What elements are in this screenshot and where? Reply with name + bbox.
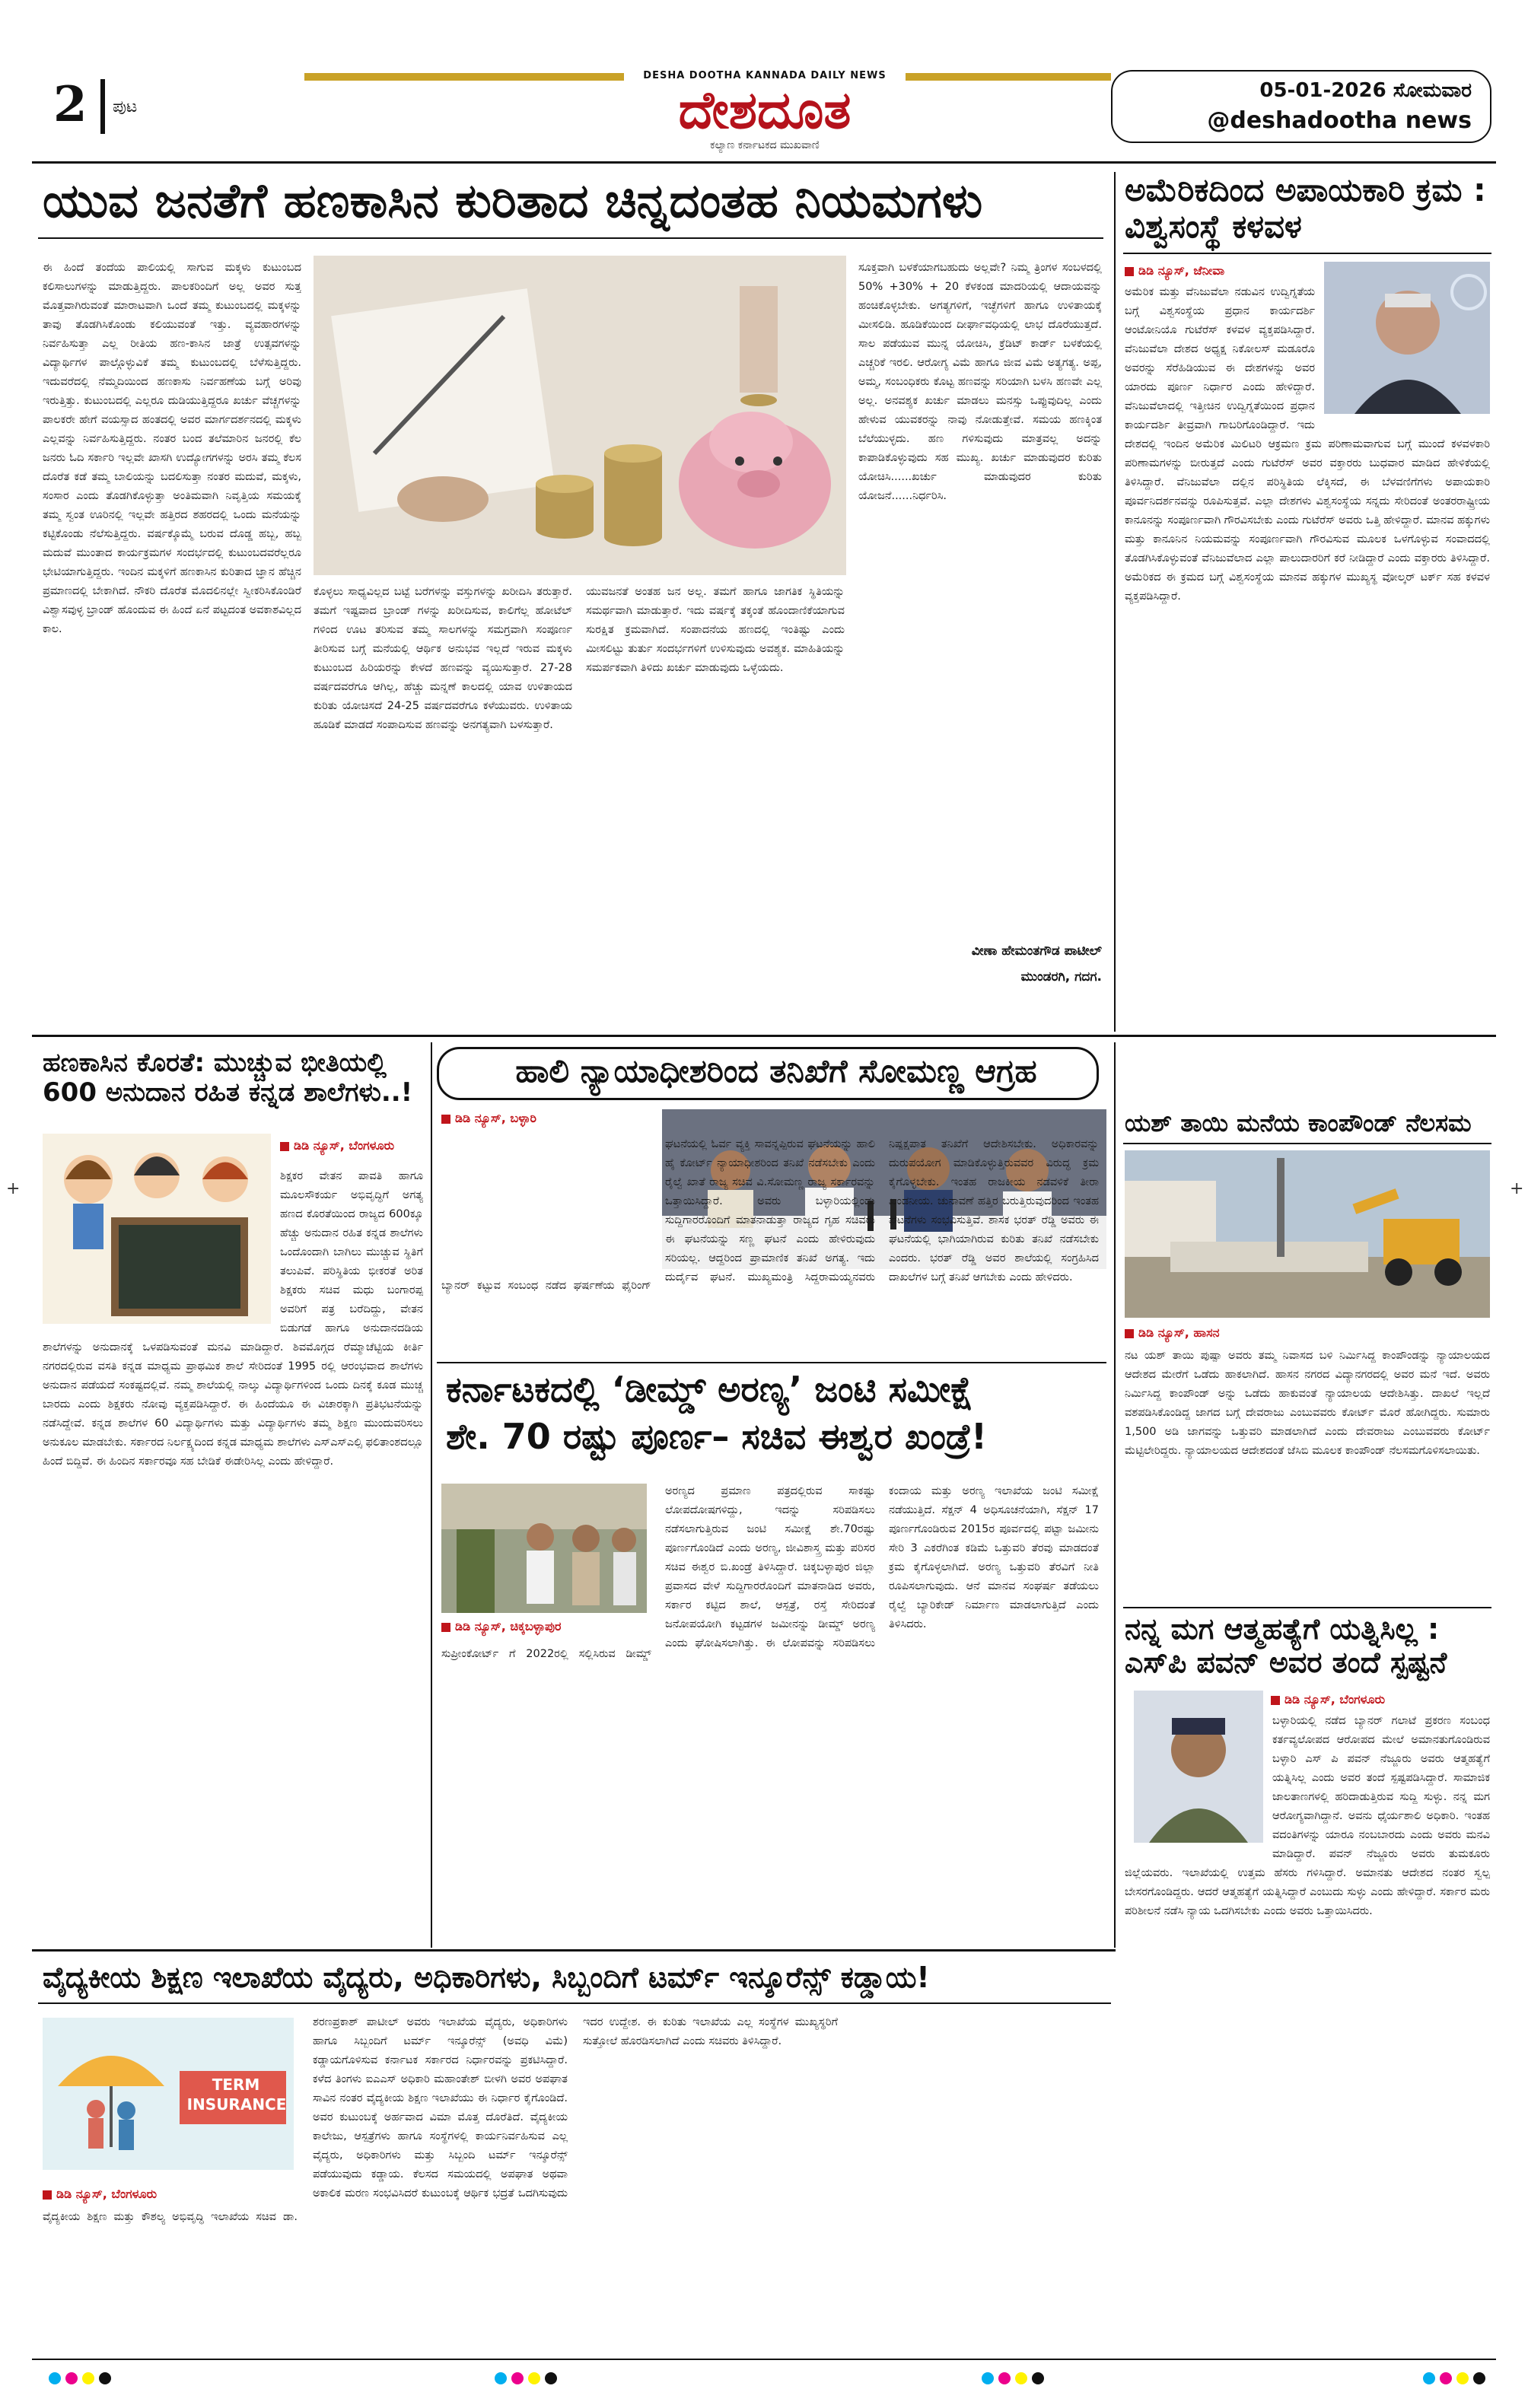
section-rule-2 [32,1949,1116,1952]
section-rule-judge [437,1362,1106,1363]
date-handle-box [1111,70,1491,143]
insurance-image-text-1: TERM [212,2076,260,2094]
cmyk-marks-centre-right [982,2372,1044,2384]
insurance-headline: ವೈದ್ಯಕೀಯ ಶಿಕ್ಷಣ ಇಲಾಖೆಯ ವೈದ್ಯರು, ಅಧಿಕಾರಿಗಳು, ಸಿಬ್ಬಂದಿಗೆ ಟರ್ಮ್ ಇನ್ಶೂರೆನ್ಸ್ ಕಡ್ಡಾಯ! [43,1961,930,1994]
yash-body: ನಟ ಯಶ್ ತಾಯಿ ಪುಷ್ಪಾ ಅವರು ತಮ್ಮ ನಿವಾಸದ ಬಳಿ ನಿರ್ಮಿಸಿದ್ದ ಕಾಂಪೌಂಡನ್ನು ನ್ಯಾಯಾಲಯದ ಆದೇಶದ ಮೇರೆಗೆ ಒಡೆದು ಹಾಕಲಾಗಿದೆ. ಹಾಸನ ನಗರದ ವಿದ್ಯಾನಗರದಲ್ಲಿ ಅವರ ಮನೆ ಇದೆ. ಅವರು ನಿರ್ಮಿಸಿದ್ದ ಕಾಂಪೌಂಡ್ ಅನ್ನು ಒಡೆದು ಹಾಕುವಂತೆ ನ್ಯಾಯಾಲಯ ಆದೇಶಿಸಿತ್ತು. ದಾಖಲೆ ಇಲ್ಲದೆ ವಶಪಡಿಸಿಕೊಂಡಿದ್ದ ಜಾಗದ ಬಗ್ಗೆ ದೇವರಾಜು ಎಂಬುವವರು ಕೋರ್ಟ್ ಮೊರೆ ಹೋಗಿದ್ದರು. ಸುಮಾರು 1,500 ಅಡಿ ಜಾಗವನ್ನು ಒತ್ತುವರಿ ಮಾಡಲಾಗಿದೆ ಎಂದು ದೇವರಾಜು ಎಂಬುವವರು ಕೋರ್ಟ್ ಮೆಟ್ಟಿಲೇರಿದ್ದರು. ನ್ಯಾಯಾಲಯದ ಆದೇಶದಂತೆ ಜೆಸಿಬಿ ಮೂಲಕ ಕಾಂಪೌಂಡ್ ನೆಲಸಮಗೊಳಿಸಲಾಯಿತು. [1125,1350,1490,1457]
yash-headline-rule [1123,1143,1491,1144]
masthead-rule [32,161,1496,164]
masthead-gold-bar-left [304,73,624,81]
black-dot-icon [1032,2372,1044,2384]
lead-headline: ಯುವ ಜನತೆಗೆ ಹಣಕಾಸಿನ ಕುರಿತಾದ ಚಿನ್ನದಂತಹ ನಿಯಮಗಳು [43,173,983,228]
un-byline: ಡಿಡಿ ನ್ಯೂಸ್, ಜೆನೀವಾ [1125,263,1315,278]
masthead-gold-bar-right [906,73,1111,81]
newspaper-logo [632,67,898,158]
yash-headline: ಯಶ್ ತಾಯಿ ಮನೆಯ ಕಾಂಪೌಂಡ್ ನೆಲಸಮ [1125,1109,1472,1137]
yash-demolition-photo [1125,1150,1490,1318]
schools-body [43,1167,423,1936]
yellow-dot-icon [1456,2372,1469,2384]
column-separator-left [431,1042,432,1948]
paper-name-english: DESHA DOOTHA KANNADA DAILY NEWS [643,70,887,81]
lead-author-name: ವೀಣಾ ಹೇಮಂತಗೌಡ ಪಾಟೀಲ್ [971,943,1102,959]
schools-byline: ಡಿಡಿ ನ್ಯೂಸ್, ಬೆಂಗಳೂರು [280,1138,432,1153]
magenta-dot-icon [1440,2372,1452,2384]
lead-column-1: ಈ ಹಿಂದೆ ತಂದೆಯ ಪಾಲಿಯಲ್ಲಿ ಸಾಗುವ ಮಕ್ಕಳು ಕುಟುಂಬದ ಕಲಿಸಾಲುಗಳನ್ನು ಮಾಡುತ್ತಿದ್ದರು. ಪಾಲಕರಿಂದಿಗೆ ಅಲ್ಲ ಅವರ ಸುತ್ತ ಮೊತ್ತವಾಗಿರುವಂತೆ ಮಾರಾಟವಾಗಿ ಒಂದೆ ತಮ್ಮ ಕುಟುಂಬದಲ್ಲಿ ಮಕ್ಕಳನ್ನು ತಾವು ತೊಡಗಿಸಿಕೊಂಡು ಕಲಿಯುವಂತೆ ಇತ್ತು. ವ್ಯವಹಾರಗಳನ್ನು ನಿರ್ವಹಿಸುತ್ತಾ ಎಲ್ಲ ರೀತಿಯ ಹಣ-ಕಾಸಿನ ಜಾತ್ರೆ ಉತ್ಸವಗಳನ್ನು ವಿದ್ಯಾರ್ಥಿಗಳ ಪಾಲ್ಗೊಳ್ಳುವಿಕೆ ತಮ್ಮ ಕುಟುಂಬದಲ್ಲಿ ಬೆಳೆಸುತ್ತಿದ್ದರು. ಇದುವರೆದಲ್ಲಿ ನೆಮ್ಮದಿಯಿಂದ ಹಣಕಾಸು ನಿರ್ವಹಣೆಯ ಬಗ್ಗೆ ಅರಿವು ಇರುತ್ತಿತ್ತು. ಕುಟುಂಬದಲ್ಲಿ ಎಲ್ಲರೂ ದುಡಿಯುತ್ತಿದ್ದರೂ ಖರ್ಚು ವೆಚ್ಚಗಳನ್ನು ಪಾಲಕರೇ ಹೇಗೆ ವಯಸ್ಸಾದ ಹಂತದಲ್ಲಿ ಅವರ ಮಾರ್ಗದರ್ಶನದಲ್ಲಿ ಮಕ್ಕಳು ಎಲ್ಲವನ್ನು ನಿರ್ವಹಿಸುತ್ತಿದ್ದರು. ನಂತರ ಬಂದ ತಲೆಮಾರಿನ ಜನರಲ್ಲಿ ಕೆಲ ಜನರು ಓದಿ ಸರ್ಕಾರಿ ಇಲ್ಲವೇ ಖಾಸಗಿ ಉದ್ಯೋಗಗಳನ್ನು ಅರಸಿ ತಮ್ಮ ಕೆಲಸ ದೊರೆತ ಕಡೆ ತಮ್ಮ ಬಾಲಿಯನ್ನು ಬದಲಿಸುತ್ತಾ ನಂತರ ಮದುವೆ, ಮಕ್ಕಳು, ಸಂಸಾರ ಎಂದು ತೊಡಗಿಕೊಳ್ಳುತ್ತಾ ಅಂತಿಮವಾಗಿ ನಿವೃತ್ತಿಯ ಸಮಯಕ್ಕೆ ತಮ್ಮ ಸ್ವಂತ ಊರಿನಲ್ಲಿ ಇಲ್ಲವೇ ಹತ್ತಿರದ ಶಹರದಲ್ಲಿ ಒಂದು ಮನೆಯನ್ನು ಕಟ್ಟಿಕೊಂಡು ನೆಲೆಸುತ್ತಿದ್ದರು. ವರ್ಷಕ್ಕೊಮ್ಮೆ ಬರುವ ದೊಡ್ಡ ಹಬ್ಬ, ಹಬ್ಬ ಮದುವೆ ಮುಂತಾದ ಕಾರ್ಯಕ್ರಮಗಳ ಸಂದರ್ಭದಲ್ಲಿ ಕುಟುಂಬದವರೆಲ್ಲರೂ ಭೇಟಿಯಾಗುತ್ತಿದ್ದರು. ಇಂದಿನ ಮಕ್ಕಳಿಗೆ ಹಣಕಾಸಿನ ಕುರಿತಾದ ಜ್ಞಾನ ಹೆಚ್ಚಿನ ಪ್ರಮಾಣದಲ್ಲಿ ಬೇಕಾಗಿದೆ. ನೌಕರಿ ದೊರೆತ ಮೊದಲಿನಲ್ಲೇ ಸ್ವೀಕರಿಸಿಕೊಂಡಿರೆ ವಿಶ್ವಾಸವುಳ್ಳ ಬ್ರಾಂಡ್ ಹೊಂದುವ ಈ ಹಿಂದೆ ಏನೆ ಪಟ್ಟದಂತ ಅವಕಾಶವಿಲ್ಲದ ಕಾಲ. [43,262,301,635]
forest-body [441,1482,1099,1943]
section-rule-yash [1123,1607,1491,1608]
registration-mark-left-icon: + [6,1179,21,1198]
insurance-byline: ಡಿಡಿ ನ್ಯೂಸ್, ಬೆಂಗಳೂರು [43,2187,294,2202]
lead-column-3: ಯುವಜನತೆ ಅಂತಹ ಜನ ಅಲ್ಲ. ತಮಗೆ ಹಾಗೂ ಜಾಗತಿಕ ಸ್ಥಿತಿಯನ್ನು ಸಮರ್ಥವಾಗಿ ಮಾಡುತ್ತಾರೆ. ಇದು ವರ್ಷಕ್ಕೆ ತಕ್ಕಂತೆ ಹೊಂದಾಣಿಕೆಯಾಗುವ ಸುರಕ್ಷಿತ ಕ್ರಮವಾಗಿದೆ. ಸಂಪಾದನೆಯ ಹಣದಲ್ಲಿ ಇಂತಿಷ್ಟು ಎಂದು ಮೀಸಲಿಟ್ಟು ತುರ್ತು ಸಂದರ್ಭಗಳಿಗೆ ಉಳಿಸುವುದು ಅವಶ್ಯಕ. ಮಾಹಿತಿಯನ್ನು ಸಮರ್ಪಕವಾಗಿ ತಿಳಿದು ಖರ್ಚು ಮಾಡುವುದು ಒಳ್ಳೆಯದು. [586,586,845,674]
suicide-body-text: ಬಳ್ಳಾರಿಯಲ್ಲಿ ನಡೆದ ಬ್ಯಾನರ್ ಗಲಾಟೆ ಪ್ರಕರಣ ಸಂಬಂಧ ಕರ್ತವ್ಯಲೋಪದ ಆರೋಪದ ಮೇಲೆ ಅಮಾನತುಗೊಂಡಿರುವ ಬಳ್ಳಾರಿ ಎಸ್ ಪಿ ಪವನ್ ನೆಜ್ಜೂರು ಅವರು ಆತ್ಮಹತ್ಯೆಗೆ ಯತ್ನಿಸಿಲ್ಲ ಎಂದು ಅವರ ತಂದೆ ಸ್ಪಷ್ಟಪಡಿಸಿದ್ದಾರೆ. ಸಾಮಾಜಿಕ ಜಾಲತಾಣಗಳಲ್ಲಿ ಹರಿದಾಡುತ್ತಿರುವ ಸುದ್ದಿ ಸುಳ್ಳು. ನನ್ನ ಮಗ ಆರೋಗ್ಯವಾಗಿದ್ದಾನೆ. ಅವನು ಧೈರ್ಯಶಾಲಿ ಅಧಿಕಾರಿ. ಇಂತಹ ವದಂತಿಗಳನ್ನು ಯಾರೂ ನಂಬಬಾರದು ಎಂದು ಅವರು ಮನವಿ ಮಾಡಿದ್ದಾರೆ. ಪವನ್ ನೆಜ್ಜೂರು ಅವರು ತುಮಕೂರು ಜಿಲ್ಲೆಯವರು. ಇಲಾಖೆಯಲ್ಲಿ ಉತ್ತಮ ಹೆಸರು ಗಳಿಸಿದ್ದಾರೆ. ಅಮಾನತು ಆದೇಶದ ನಂತರ ಸ್ವಲ್ಪ ಬೇಸರಗೊಂಡಿದ್ದರು. ಆದರೆ ಆತ್ಮಹತ್ಯೆಗೆ ಯತ್ನಿಸಿದ್ದಾರೆ ಎಂಬುದು ಸುಳ್ಳು ಎಂದು ಹೇಳಿದ್ದಾರೆ. ಸರ್ಕಾರ ಮರು ಪರಿಶೀಲನೆ ನಡೆಸಿ ನ್ಯಾಯ ಒದಗಿಸಬೇಕು ಎಂದು ಅವರು ಒತ್ತಾಯಿಸಿದರು. [1125,1715,1490,1917]
forest-byline: ಡಿಡಿ ನ್ಯೂಸ್, ಚಿಕ್ಕಬಳ್ಳಾಪುರ [441,1619,647,1634]
schools-body-text: ಶಿಕ್ಷಕರ ವೇತನ ಪಾವತಿ ಹಾಗೂ ಮೂಲಸೌಕರ್ಯ ಅಭಿವೃದ್ಧಿಗೆ ಅಗತ್ಯ ಹಣದ ಕೊರತೆಯಿಂದ ರಾಜ್ಯದ 600ಕ್ಕೂ ಹೆಚ್ಚು ಅನುದಾನ ರಹಿತ ಕನ್ನಡ ಶಾಲೆಗಳು ಒಂದೊಂದಾಗಿ ಬಾಗಿಲು ಮುಚ್ಚುವ ಸ್ಥಿತಿಗೆ ತಲುಪಿವೆ. ಪರಿಸ್ಥಿತಿಯ ಭೀಕರತೆ ಅರಿತ ಶಿಕ್ಷಕರು ಸಚಿವ ಮಧು ಬಂಗಾರಪ್ಪ ಅವರಿಗೆ ಪತ್ರ ಬರೆದಿದ್ದು, ವೇತನ ಬಿಡುಗಡೆ ಹಾಗೂ ಅನುದಾನದಡಿಯ ಶಾಲೆಗಳನ್ನು ಅನುದಾನಕ್ಕೆ ಒಳಪಡಿಸುವಂತೆ ಮನವಿ ಮಾಡಿದ್ದಾರೆ. ಶಿವಮೊಗ್ಗದ ರೆಮ್ಮಾಚೆಟ್ಟಿಯ ಕೀರ್ತಿ ನಗರದಲ್ಲಿರುವ ವಸತಿ ಕನ್ನಡ ಮಾಧ್ಯಮ ಪ್ರಾಥಮಿಕ ಶಾಲೆ ಸೇರಿದಂತೆ 1995 ರಲ್ಲಿ ಆರಂಭವಾದ ಶಾಲೆಗಳು ಅನುದಾನ ಪಡೆಯದೆ ಸಂಕಷ್ಟದಲ್ಲಿವೆ. ನಮ್ಮ ಶಾಲೆಯಲ್ಲಿ ನಾಲ್ಕು ವಿದ್ಯಾರ್ಥಿಗಳಿಂದ ಒಂದು ದಿನಕ್ಕೆ ಕೂಡ ಮುಚ್ಚ ಬಾರದು ಎಂದು ಶಿಕ್ಷಕರು ನೋವು ವ್ಯಕ್ತಪಡಿಸಿದ್ದಾರೆ. ಈ ಹಿಂದೆಯೂ ಈ ವಿಚಾರಕ್ಕಾಗಿ ಪ್ರತಿಭಟನೆಯನ್ನು ನಡೆಸಿದ್ದೇವೆ. ಕನ್ನಡ ಶಾಲೆಗಳ 60 ವಿದ್ಯಾರ್ಥಿಗಳು ಮತ್ತು ವಿದ್ಯಾರ್ಥಿಗಳು ತಮ್ಮ ಶಿಕ್ಷಣ ಮುಂದುವರಿಸಲು ಅನುಕೂಲ ಮಾಡಬೇಕು. ಸರ್ಕಾರದ ನಿರ್ಲಕ್ಷ್ಯದಿಂದ ಕನ್ನಡ ಮಾಧ್ಯಮ ಶಾಲೆಗಳು ಎಸ್ಎಸ್ಎಲ್ಸಿ ಫಲಿತಾಂಶದಲ್ಲೂ ಹಿಂದೆ ಬಿದ್ದಿವೆ. ಈ ಹಿಂದಿನ ಸರ್ಕಾರವೂ ಸಹ ಬೇಡಿಕೆ ಈಡೇರಿಸಿಲ್ಲ ಎಂದು ಹೇಳಿದ್ದಾರೆ. [43,1170,423,1468]
black-dot-icon [1473,2372,1485,2384]
forest-headline-line2: ಶೇ. 70 ರಷ್ಟು ಪೂರ್ಣ– ಸಚಿವ ಈಶ್ವರ ಖಂಡ್ರೆ! [446,1416,987,1457]
suicide-photo-float-spacer [1125,1712,1272,1849]
judge-byline: ಡಿಡಿ ನ್ಯೂಸ್, ಬಳ್ಳಾರಿ [441,1111,654,1126]
cyan-dot-icon [49,2372,61,2384]
yellow-dot-icon [528,2372,540,2384]
insurance-photo-float-spacer [43,2013,301,2208]
column-separator-right-lower [1114,1042,1116,1948]
page-number: 2 [53,76,88,133]
un-photo-float-spacer [1315,283,1490,428]
yellow-dot-icon [1015,2372,1027,2384]
forest-headline-line1: ಕರ್ನಾಟಕದಲ್ಲಿ ‘ಡೀಮ್ಡ್ ಅರಣ್ಯ’ ಜಂಟಿ ಸಮೀಕ್ಷೆ [446,1369,973,1410]
footer-rule [32,2359,1496,2360]
insurance-body-text: ವೈದ್ಯಕೀಯ ಶಿಕ್ಷಣ ಮತ್ತು ಕೌಶಲ್ಯ ಅಭಿವೃದ್ಧಿ ಇಲಾಖೆಯ ಸಚಿವ ಡಾ. ಶರಣಪ್ರಕಾಶ್ ಪಾಟೀಲ್ ಅವರು ಇಲಾಖೆಯ ವೈದ್ಯರು, ಅಧಿಕಾರಿಗಳು ಹಾಗೂ ಸಿಬ್ಬಂದಿಗೆ ಟರ್ಮ್ ಇನ್ಶೂರೆನ್ಸ್ (ಅವಧಿ ವಿಮೆ) ಕಡ್ಡಾಯಗೊಳಿಸುವ ಕರ್ನಾಟಕ ಸರ್ಕಾರದ ನಿರ್ಧಾರವನ್ನು ಪ್ರಕಟಿಸಿದ್ದಾರೆ. ಕಳೆದ ತಿಂಗಳು ಐಎಎಸ್ ಅಧಿಕಾರಿ ಮಹಾಂತೇಶ್ ಬೀಳಗಿ ಅವರ ಅಪಘಾತ ಸಾವಿನ ನಂತರ ವೈದ್ಯಕೀಯ ಶಿಕ್ಷಣ ಇಲಾಖೆಯು ಈ ನಿರ್ಧಾರ ಕೈಗೊಂಡಿದೆ. ಅವರ ಕುಟುಂಬಕ್ಕೆ ಅರ್ಹವಾದ ವಿಮಾ ಮೊತ್ತ ದೊರೆತಿದೆ. ವೈದ್ಯಕೀಯ ಕಾಲೇಜು, ಆಸ್ಪತ್ರೆಗಳು ಹಾಗೂ ಸಂಸ್ಥೆಗಳಲ್ಲಿ ಕಾರ್ಯನಿರ್ವಹಿಸುವ ಎಲ್ಲ ವೈದ್ಯರು, ಅಧಿಕಾರಿಗಳು ಮತ್ತು ಸಿಬ್ಬಂದಿ ಟರ್ಮ್ ಇನ್ಶೂರೆನ್ಸ್ ಪಡೆಯುವುದು ಕಡ್ಡಾಯ. ಕೆಲಸದ ಸಮಯದಲ್ಲಿ ಅಪಘಾತ ಅಥವಾ ಅಕಾಲಿಕ ಮರಣ ಸಂಭವಿಸಿದರೆ ಕುಟುಂಬಕ್ಕೆ ಆರ್ಥಿಕ ಭದ್ರತೆ ಒದಗಿಸುವುದು ಇದರ ಉದ್ದೇಶ. ಈ ಕುರಿತು ಇಲಾಖೆಯ ಎಲ್ಲ ಸಂಸ್ಥೆಗಳ ಮುಖ್ಯಸ್ಥರಿಗೆ ಸುತ್ತೋಲೆ ಹೊರಡಿಸಲಾಗಿದೆ ಎಂದು ಸಚಿವರು ತಿಳಿಸಿದ್ದಾರೆ. [43,2016,838,2223]
cmyk-marks-right [1423,2372,1485,2384]
forest-body-text: ಸುಪ್ರೀಂಕೋರ್ಟ್ ಗೆ 2022ರಲ್ಲಿ ಸಲ್ಲಿಸಿರುವ ಡೀಮ್ಡ್ ಅರಣ್ಯದ ಪ್ರಮಾಣ ಪತ್ರದಲ್ಲಿರುವ ಸಾಕಷ್ಟು ಲೋಪದೋಷಗಳಿದ್ದು, ಇದನ್ನು ಸರಿಪಡಿಸಲು ನಡೆಸಲಾಗುತ್ತಿರುವ ಜಂಟಿ ಸಮೀಕ್ಷೆ ಶೇ.70ರಷ್ಟು ಪೂರ್ಣಗೊಂಡಿದೆ ಎಂದು ಅರಣ್ಯ, ಜೀವಿಶಾಸ್ತ್ರ ಮತ್ತು ಪರಿಸರ ಸಚಿವ ಈಶ್ವರ ಬಿ.ಖಂಡ್ರೆ ತಿಳಿಸಿದ್ದಾರೆ. ಚಿಕ್ಕಬಳ್ಳಾಪುರ ಜಿಲ್ಲಾ ಪ್ರವಾಸದ ವೇಳೆ ಸುದ್ದಿಗಾರರೊಂದಿಗೆ ಮಾತನಾಡಿದ ಅವರು, ಸರ್ಕಾರ ಕಟ್ಟಿದ ಶಾಲೆ, ಆಸ್ಪತ್ರೆ, ರಸ್ತೆ ಸೇರಿದಂತೆ ಜನೋಪಯೋಗಿ ಕಟ್ಟಡಗಳ ಜಮೀನನ್ನು ಡೀಮ್ಡ್ ಅರಣ್ಯ ಎಂದು ಘೋಷಿಸಲಾಗಿತ್ತು. ಈ ಲೋಪವನ್ನು ಸರಿಪಡಿಸಲು ಕಂದಾಯ ಮತ್ತು ಅರಣ್ಯ ಇಲಾಖೆಯ ಜಂಟಿ ಸಮೀಕ್ಷೆ ನಡೆಯುತ್ತಿದೆ. ಸೆಕ್ಷನ್ 4 ಅಧಿಸೂಚನೆಯಾಗಿ, ಸೆಕ್ಷನ್ 17 ಪೂರ್ಣಗೊಂಡಿರುವ 2015ರ ಪೂರ್ವದಲ್ಲಿ ಪಟ್ಟಾ ಜಮೀನು ಸೇರಿ 3 ಎಕರೆಗಿಂತ ಕಡಿಮೆ ಒತ್ತುವರಿ ತೆರವು ಮಾಡದಂತೆ ಕ್ರಮ ಕೈಗೊಳ್ಳಲಾಗಿದೆ. ಅರಣ್ಯ ಒತ್ತುವರಿ ತೆರವಿಗೆ ನೀತಿ ರೂಪಿಸಲಾಗುವುದು. ಆನೆ ಮಾನವ ಸಂಘರ್ಷ ತಡೆಯಲು ರೈಲ್ವೆ ಬ್ಯಾರಿಕೇಡ್ ನಿರ್ಮಾಣ ಮಾಡಲಾಗುತ್ತಿದೆ ಎಂದು ತಿಳಿಸಿದರು. [441,1485,1099,1660]
un-body-text: ಅಮೆರಿಕ ಮತ್ತು ವೆನಿಜುವೆಲಾ ನಡುವಿನ ಉದ್ವಿಗ್ನತೆಯ ಬಗ್ಗೆ ವಿಶ್ವಸಂಸ್ಥೆಯ ಪ್ರಧಾನ ಕಾರ್ಯದರ್ಶಿ ಆಂಟೋನಿಯೊ ಗುಟೆರೆಸ್ ಕಳವಳ ವ್ಯಕ್ತಪಡಿಸಿದ್ದಾರೆ. ವೆನಿಜುವೆಲಾ ದೇಶದ ಅಧ್ಯಕ್ಷ ನಿಕೋಲಸ್ ಮಡೂರೊ ಅವರನ್ನು ಸೆರೆಹಿಡಿಯುವ ಈ ದೇಶಗಳನ್ನು ಅವರ ಯಾರದು ಪೂರ್ಣ ನಿರ್ಧಾರ ಎಂದು ಹೇಳಿದ್ದಾರೆ. ವೆನಿಜುವೆಲಾದಲ್ಲಿ ಇತ್ತೀಚಿನ ಉದ್ವಿಗ್ನತೆಯಿಂದ ಪ್ರಧಾನ ಕಾರ್ಯದರ್ಶಿ ತೀವ್ರವಾಗಿ ಗಾಬರಿಗೊಂಡಿದ್ದಾರೆ. ಇದು ದೇಶದಲ್ಲಿ ಇಂದಿನ ಅಮೆರಿಕ ಮಿಲಿಟರಿ ಆಕ್ರಮಣ ಕ್ರಮ ಪರಿಣಾಮವಾಗುವ ಬಗ್ಗೆ ಮುಂದೆ ಕಳವಳಕಾರಿ ಪರಿಣಾಮಗಳನ್ನು ಬೀರುತ್ತದೆ ಎಂದು ಗುಟೆರೆಸ್ ಅವರ ವಕ್ತಾರರು ಬುಧವಾರ ಮಾಡಿದ ಹೇಳಿಕೆಯಲ್ಲಿ ತಿಳಿಸಿದ್ದಾರೆ. ವೆನಿಜುವೆಲಾ ದಲ್ಲಿನ ಪರಿಸ್ಥಿತಿಯ ಲೆಕ್ಕಿಸದೆ, ಈ ಬೆಳವಣಿಗೆಗಳು ಅಪಾಯಕಾರಿ ಪೂರ್ವನಿದರ್ಶನವನ್ನು ರೂಪಿಸುತ್ತವೆ. ಎಲ್ಲಾ ದೇಶಗಳು ವಿಶ್ವಸಂಸ್ಥೆಯ ಸನ್ನದು ಸೇರಿದಂತೆ ಅಂತರರಾಷ್ಟ್ರೀಯ ಕಾನೂನನ್ನು ಸಂಪೂರ್ಣವಾಗಿ ಗೌರವಿಸಬೇಕು ಎಂದು ಗುಟೆರೆಸ್ ಅವರು ಒತ್ತಿ ಹೇಳಿದ್ದಾರೆ. ಮಾನವ ಹಕ್ಕುಗಳು ಮತ್ತು ಕಾನೂನಿನ ನಿಯಮವನ್ನು ಸಂಪೂರ್ಣವಾಗಿ ಗೌರವಿಸುವ ಮೂಲಕ ಒಳಗೊಳ್ಳುವ ಸಂವಾದದಲ್ಲಿ ತೊಡಗಿಸಿಕೊಳ್ಳುವಂತೆ ವೆನಿಜುವೆಲಾದ ಎಲ್ಲಾ ಪಾಲುದಾರರಿಗೆ ಕರೆ ನೀಡಿದ್ದಾರೆ ಎಂದು ವಕ್ತಾರರು ತಿಳಿಸಿದ್ದಾರೆ. ಅಮೆರಿಕದ ಈ ಕ್ರಮದ ಬಗ್ಗೆ ವಿಶ್ವಸಂಸ್ಥೆಯ ಮಾನವ ಹಕ್ಕುಗಳ ಮುಖ್ಯಸ್ಥ ವೋಲ್ಕರ್ ಟರ್ಕ್ ಸಹ ಕಳವಳ ವ್ಯಕ್ತಪಡಿಸಿದ್ದಾರೆ. [1125,286,1490,603]
un-headline: ಅಮೆರಿಕದಿಂದ ಅಪಾಯಕಾರಿ ಕ್ರಮ : ವಿಶ್ವಸಂಸ್ಥೆ ಕಳವಳ [1125,171,1486,246]
suicide-body [1125,1712,1490,2351]
forest-photo-float-spacer [441,1482,654,1645]
black-dot-icon [545,2372,557,2384]
lead-column-4: ಸೂಕ್ತವಾಗಿ ಬಳಕೆಯಾಗಬಹುದು ಅಲ್ಲವೇ? ನಿಮ್ಮ ತ್ರಿಂಗಳ ಸಂಬಳದಲ್ಲಿ 50% +30% + 20 ಕೆಳಕಂಡ ಮಾದರಿಯಲ್ಲಿ ಆದಾಯವನ್ನು ಹಂಚಿಕೊಳ್ಳಬೇಕು. ಅಗತ್ಯಗಳಿಗೆ, ಇಚ್ಛೆಗಳಿಗೆ ಹಾಗೂ ಉಳಿತಾಯಕ್ಕೆ ಮೀಸಲಿಡಿ. ಹೂಡಿಕೆಯಿಂದ ದೀರ್ಘಾವಧಿಯಲ್ಲಿ ಲಾಭ ದೊರೆಯುತ್ತದೆ. ಸಾಲ ಪಡೆಯುವ ಮುನ್ನ ಯೋಚಿಸಿ, ಕ್ರೆಡಿಟ್ ಕಾರ್ಡ್ ಬಳಕೆಯಲ್ಲಿ ಎಚ್ಚರಿಕೆ ಇರಲಿ. ಆರೋಗ್ಯ ವಿಮೆ ಹಾಗೂ ಜೀವ ವಿಮೆ ಅತ್ಯಗತ್ಯ. ಅಪ್ಪ, ಅಮ್ಮ, ಸಂಬಂಧಿಕರು ಕೊಟ್ಟ ಹಣವನ್ನು ಸರಿಯಾಗಿ ಬಳಸಿ ಹಣವೇ ಎಲ್ಲ ಅಲ್ಲ. ಅನವಶ್ಯಕ ಖರ್ಚು ಮಾಡಲು ಮನಸ್ಸು ಒಪ್ಪುವುದಿಲ್ಲ ಎಂದು ಹೇಳುವ ಯುವಕರನ್ನು ನಾವು ನೋಡುತ್ತೇವೆ. ಸಮಯ ಹಣಕ್ಕಿಂತ ಬೆಲೆಯುಳ್ಳದು. ಹಣ ಗಳಿಸುವುದು ಮಾತ್ರವಲ್ಲ ಅದನ್ನು ಕಾಪಾಡಿಕೊಳ್ಳುವುದು ಸಹ ಮುಖ್ಯ. ಖರ್ಚು ಮಾಡುವುದರ ಕುರಿತು ಯೋಚಿಸಿ......ಖರ್ಚು ಮಾಡುವುದರ ಕುರಿತು ಯೋಜನೆ......ನಿರ್ಧರಿಸಿ. [858,262,1102,502]
magenta-dot-icon [65,2372,78,2384]
logo-tagline: ಕಲ್ಯಾಣ ಕರ್ನಾಟಕದ ಮುಖವಾಣಿ [710,139,820,151]
un-headline-rule [1123,253,1491,254]
magenta-dot-icon [511,2372,524,2384]
page-number-divider [100,79,105,134]
un-body [1125,283,1490,1029]
suicide-byline: ಡಿಡಿ ನ್ಯೂಸ್, ಬೆಂಗಳೂರು [1271,1692,1491,1707]
piggy-bank-illustration [314,256,846,575]
judge-photo-float-spacer [441,1135,651,1277]
page-word: ಪುಟ [113,97,138,116]
social-handle: @deshadootha news [1207,107,1472,134]
column-separator-right [1114,172,1116,1032]
insurance-image-text-2: INSURANCE [186,2095,287,2114]
lead-photo-piggy-bank [314,256,846,575]
section-rule-1 [32,1035,1496,1037]
insurance-headline-rule [38,2002,1111,2004]
insurance-body [43,2013,1108,2348]
judge-headline: ಹಾಲಿ ನ್ಯಾಯಾಧೀಶರಿಂದ ತನಿಖೆಗೆ ಸೋಮಣ್ಣ ಆಗ್ರಹ [515,1052,1037,1089]
lead-column-2: ಕೊಳ್ಳಲು ಸಾಧ್ಯವಿಲ್ಲದ ಬಟ್ಟೆ ಬರೆಗಳನ್ನು ವಸ್ತುಗಳನ್ನು ಖರೀದಿಸಿ ತರುತ್ತಾರೆ. ತಮಗೆ ಇಷ್ಟವಾದ ಬ್ರಾಂಡ್ ಗಳನ್ನು ಖರೀದಿಸುವ, ಕಾಲಿಗೆಲ್ಲ ಹೋಟೆಲ್ ಗಳಿಂದ ಊಟ ತರಿಸುವ ತಮ್ಮ ಸಾಲಗಳನ್ನು ಸಮಗ್ರವಾಗಿ ಸಂಪೂರ್ಣ ತೀರಿಸುವ ಬಗ್ಗೆ ಮನೆಯಲ್ಲಿ ಆರ್ಥಿಕ ಅನುಭವ ಇಲ್ಲದೆ ಇರುವ ಮಕ್ಕಳು ಕುಟುಂಬದ ಹಿರಿಯರನ್ನು ಕೇಳದೆ ಹಣವನ್ನು ವ್ಯಯಿಸುತ್ತಾರೆ. 27-28 ವರ್ಷದವರೆಗೂ ಆಗಿಲ್ಲ, ಹೆಚ್ಚು ಮನ್ನಣೆ ಕಾಲದಲ್ಲಿ ಯಾವ ಉಳಿತಾಯದ ಕುರಿತು ಯೋಚಿಸದೆ 24-25 ವರ್ಷದವರೆಗೂ ಕಳೆಯುವರು. ಉಳಿತಾಯ ಹೂಡಿಕೆ ಮಾಡದೆ ಸಂಪಾದಿಸುವ ಹಣವನ್ನು ಅನಗತ್ಯವಾಗಿ ಬಳಸುತ್ತಾರೆ. [314,586,572,731]
lead-headline-rule [38,237,1103,239]
yash-byline: ಡಿಡಿ ನ್ಯೂಸ್, ಹಾಸನ [1125,1325,1353,1341]
judge-body [441,1135,1099,1354]
lead-author-place: ಮುಂಡರಗಿ, ಗದಗ. [1020,969,1102,985]
suicide-headline: ನನ್ನ ಮಗ ಆತ್ಮಹತ್ಯೆಗೆ ಯತ್ನಿಸಿಲ್ಲ : ಎಸ್‌ಪಿ ಪವನ್ ಅವರ ತಂದೆ ಸ್ಪಷ್ಟನೆ [1125,1612,1447,1679]
schools-photo-float-spacer [43,1167,280,1328]
logo-wordmark: ದೇಶದೂತ [678,80,852,141]
cyan-dot-icon [982,2372,994,2384]
black-dot-icon [99,2372,111,2384]
cyan-dot-icon [495,2372,507,2384]
yellow-dot-icon [82,2372,94,2384]
judge-body-text: ಬ್ಯಾನರ್ ಕಟ್ಟುವ ಸಂಬಂಧ ನಡೆದ ಘರ್ಷಣೆಯ ಫೈರಿಂಗ್ ಘಟನೆಯಲ್ಲಿ ಓರ್ವ ವ್ಯಕ್ತಿ ಸಾವನ್ನಪ್ಪಿರುವ ಘಟನೆಯನ್ನು ಹಾಲಿ ಹೈ ಕೋರ್ಟ್ ನ್ಯಾಯಾಧೀಶರಿಂದ ತನಿಖೆ ನಡೆಸಬೇಕು ಎಂದು ರೈಲ್ವೆ ಖಾತೆ ರಾಜ್ಯ ಸಚಿವ ವಿ.ಸೋಮಣ್ಣ ರಾಜ್ಯ ಸರ್ಕಾರವನ್ನು ಒತ್ತಾಯಿಸಿದ್ದಾರೆ. ಅವರು ಬಳ್ಳಾರಿಯಲ್ಲಿಂದು ಸುದ್ದಿಗಾರರೊಂದಿಗೆ ಮಾತನಾಡುತ್ತಾ ರಾಜ್ಯದ ಗೃಹ ಸಚಿವರು ಈ ಘಟನೆಯನ್ನು ಸಣ್ಣ ಘಟನೆ ಎಂದು ಹೇಳಿರುವುದು ಸರಿಯಲ್ಲ. ಆದ್ದರಿಂದ ಪ್ರಾಮಾಣಿಕ ತನಿಖೆ ಅಗತ್ಯ. ಇದು ದುರ್ದೈವ ಘಟನೆ. ಮುಖ್ಯಮಂತ್ರಿ ಸಿದ್ದರಾಮಯ್ಯನವರು ನಿಷ್ಪಕ್ಷಪಾತ ತನಿಖೆಗೆ ಆದೇಶಿಸಬೇಕು. ಅಧಿಕಾರವನ್ನು ದುರುಪಯೋಗ ಮಾಡಿಕೊಳ್ಳುತ್ತಿರುವವರ ವಿರುದ್ಧ ಕ್ರಮ ಕೈಗೊಳ್ಳಬೇಕು. ಇಂತಹ ರಾಜಕೀಯ ನಡವಳಿಕೆ ತೀರಾ ಖಂಡನೀಯ. ಚುನಾವಣೆ ಹತ್ತಿರ ಬರುತ್ತಿರುವುದರಿಂದ ಇಂತಹ ಘಟನೆಗಳು ಸಂಭವಿಸುತ್ತಿವೆ. ಶಾಸಕ ಭರತ್ ರೆಡ್ಡಿ ಅವರು ಈ ಘಟನೆಯಲ್ಲಿ ಭಾಗಿಯಾಗಿರುವ ಕುರಿತು ತನಿಖೆ ನಡೆಸಬೇಕು ಎಂದರು. ಭರತ್ ರೆಡ್ಡಿ ಅವರ ಶಾಲೆಯಲ್ಲಿ ಸಂಗ್ರಹಿಸಿದ ದಾಖಲೆಗಳ ಬಗ್ಗೆ ತನಿಖೆ ಆಗಬೇಕು ಎಂದು ಹೇಳಿದರು. [441,1138,1099,1292]
cmyk-marks-left [49,2372,111,2384]
cyan-dot-icon [1423,2372,1435,2384]
issue-date: 05-01-2026 ಸೋಮವಾರ [1259,79,1472,102]
cmyk-marks-centre-left [495,2372,557,2384]
schools-headline: ಹಣಕಾಸಿನ ಕೊರತೆ: ಮುಚ್ಚುವ ಭೀತಿಯಲ್ಲಿ 600 ಅನುದಾನ ರಹಿತ ಕನ್ನಡ ಶಾಲೆಗಳು..! [43,1048,413,1109]
registration-mark-right-icon: + [1510,1179,1524,1198]
magenta-dot-icon [998,2372,1011,2384]
